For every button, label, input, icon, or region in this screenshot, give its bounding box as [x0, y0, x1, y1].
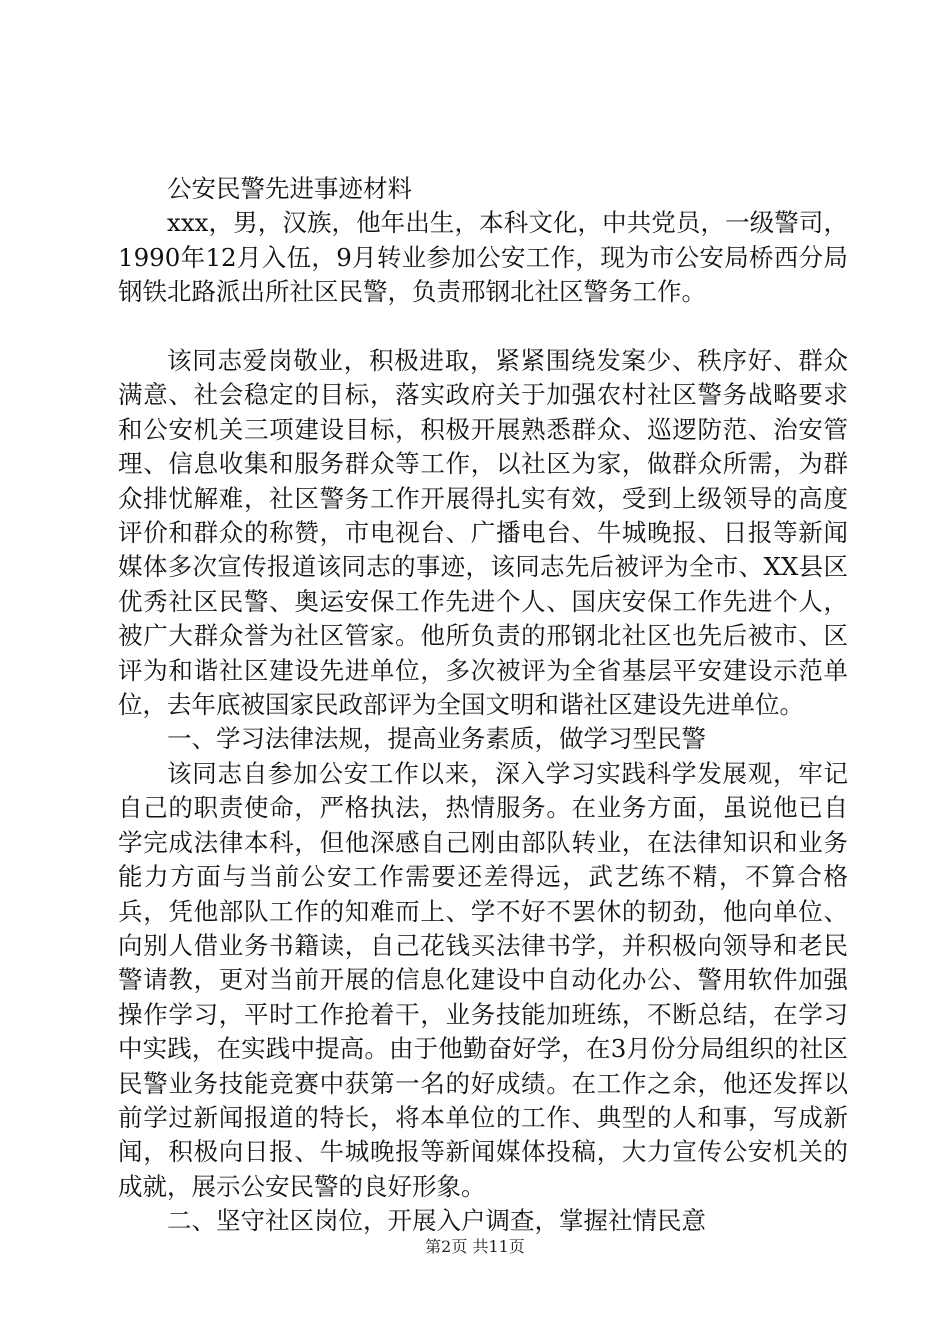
section-heading-2: 二、坚守社区岗位，开展入户调查，掌握社情民意 — [167, 1206, 706, 1236]
document-body — [118, 172, 848, 1239]
paragraph-section-1: 该同志自参加公安工作以来，深入学习实践科学发展观，牢记自己的职责使命，严格执法，热情服务。在业务方面，虽说他已自学完成法律本科，但他深感自己刚由部队转业，在法律知识和业务能力方面与当前公安工作需要还差得远，武艺练不精，不算合格兵，凭他部队工作的知难而上、学不好不罢休的韧劲，他向单位、向别人借业务书籍读，自己花钱买法律书学，并积极向领导和老民警请教，更对当前开展的信息化建设中自动化办公、警用软件加强操作学习，平时工作抢着干，业务技能加班练，不断总结，在学习中实践，在实践中提高。由于他勤奋好学，在3月份分局组织的社区民警业务技能竞赛中获第一名的好成绩。在工作之余，他还发挥以前学过新闻报道的特长，将本单位的工作、典型的人和事，写成新闻，积极向日报、牛城晚报等新闻媒体投稿，大力宣传公安机关的成就，展示公安民警的良好形象。 — [118, 758, 848, 1201]
page-number-footer: 第2页 共11页 — [425, 1237, 525, 1256]
document-title: 公安民警先进事迹材料 — [167, 174, 412, 203]
paragraph-summary: 该同志爱岗敬业，积极进取，紧紧围绕发案少、秩序好、群众满意、社会稳定的目标，落实政府关于加强农村社区警务战略要求和公安机关三项建设目标，积极开展熟悉群众、巡逻防范、治安管理、信息收集和服务群众等工作，以社区为家，做群众所需，为群众排忧解难，社区警务工作开展得扎实有效，受到上级领导的高度评价和群众的称赞，市电视台、广播电台、牛城晚报、日报等新闻媒体多次宣传报道该同志的事迹，该同志先后被评为全市、XX县区优秀社区民警、奥运安保工作先进个人、国庆安保工作先进个人，被广大群众誉为社区管家。他所负责的邢钢北社区也先后被市、区评为和谐社区建设先进单位，多次被评为全省基层平安建设示范单位，去年底被国家民政部评为全国文明和谐社区建设先进单位。 — [118, 346, 848, 720]
section-heading-1: 一、学习法律法规，提高业务素质，做学习型民警 — [167, 724, 706, 754]
paragraph-intro: xxx，男，汉族，他年出生，本科文化，中共党员，一级警司，1990年12月入伍，9月转业参加公安工作，现为市公安局桥西分局钢铁北路派出所社区民警，负责邢钢北社区警务工作。 — [118, 208, 848, 307]
